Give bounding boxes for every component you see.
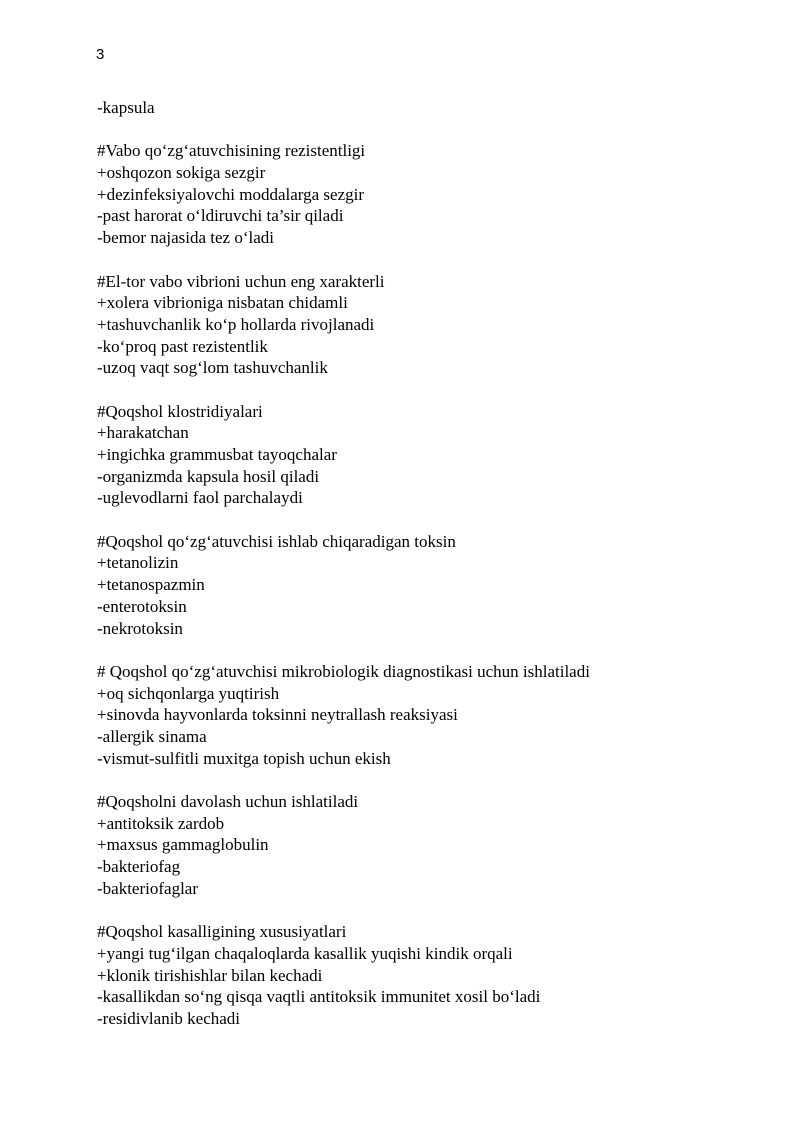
question-block bbox=[97, 271, 757, 379]
answer-option: -nekrotoksin bbox=[97, 618, 183, 638]
answer-option: -bakteriofaglar bbox=[97, 878, 198, 898]
block-spacer bbox=[97, 509, 757, 531]
block-spacer bbox=[97, 119, 757, 141]
answer-option: -bemor najasida tez o‘ladi bbox=[97, 228, 275, 248]
block-spacer bbox=[97, 639, 757, 661]
answer-option: -ko‘proq past rezistentlik bbox=[97, 336, 268, 356]
answer-option: -uzoq vaqt sog‘lom tashuvchanlik bbox=[97, 358, 328, 378]
question-text: #El-tor vabo vibrioni uchun eng xarakterli bbox=[97, 271, 385, 291]
answer-option: +sinovda hayvonlarda toksinni neytrallash reaksiyasi bbox=[97, 705, 458, 725]
answer-option: +ingichka grammusbat tayoqchalar bbox=[97, 445, 337, 464]
block-spacer bbox=[97, 769, 757, 791]
answer-option: -organizmda kapsula hosil qiladi bbox=[97, 466, 320, 486]
page-number: 3 bbox=[96, 46, 105, 63]
block-spacer bbox=[97, 379, 757, 401]
answer-option: -enterotoksin bbox=[97, 596, 187, 616]
question-block bbox=[97, 661, 757, 769]
answer-option: +oq sichqonlarga yuqtirish bbox=[97, 683, 280, 703]
answer-option: +oshqozon sokiga sezgir bbox=[97, 163, 266, 183]
block-spacer bbox=[97, 249, 757, 271]
answer-option: +xolera vibrioniga nisbatan chidamli bbox=[97, 293, 348, 313]
question-text: #Vabo qo‘zg‘atuvchisining rezistentligi bbox=[97, 141, 366, 161]
answer-option: +tetanospazmin bbox=[97, 575, 205, 595]
answer-option: +harakatchan bbox=[97, 423, 189, 443]
question-block bbox=[97, 531, 757, 639]
question-text: #Qoqshol qo‘zg‘atuvchisi ishlab chiqaradigan toksin bbox=[97, 531, 456, 551]
answer-option: +antitoksik zardob bbox=[97, 813, 225, 833]
question-text: #Qoqshol klostridiyalari bbox=[97, 401, 263, 421]
answer-option: -past harorat o‘ldiruvchi ta’sir qiladi bbox=[97, 206, 344, 226]
question-block bbox=[97, 401, 757, 509]
question-block bbox=[97, 140, 757, 248]
leading-line: -kapsula bbox=[97, 98, 155, 117]
question-text: #Qoqsholni davolash uchun ishlatiladi bbox=[97, 792, 359, 811]
question-text: #Qoqshol kasalligining xususiyatlari bbox=[97, 922, 347, 942]
question-block bbox=[97, 921, 757, 1029]
answer-option: +yangi tug‘ilgan chaqaloqlarda kasallik yuqishi kindik orqali bbox=[97, 943, 513, 963]
answer-option: +tashuvchanlik ko‘p hollarda rivojlanadi bbox=[97, 314, 375, 334]
answer-option: +maxsus gammaglobulin bbox=[97, 835, 269, 855]
answer-option: -residivlanib kechadi bbox=[97, 1008, 241, 1028]
answer-option: +tetanolizin bbox=[97, 553, 179, 573]
answer-option: -bakteriofag bbox=[97, 857, 181, 877]
question-text: # Qoqshol qo‘zg‘atuvchisi mikrobiologik diagnostikasi uchun ishlatiladi bbox=[97, 661, 590, 681]
answer-option: +klonik tirishishlar bilan kechadi bbox=[97, 965, 323, 985]
answer-option: -uglevodlarni faol parchalaydi bbox=[97, 488, 303, 508]
document-body bbox=[97, 97, 757, 1030]
answer-option: +dezinfeksiyalovchi moddalarga sezgir bbox=[97, 184, 365, 204]
block-spacer bbox=[97, 899, 757, 921]
answer-option: -vismut-sulfitli muxitga topish uchun ekish bbox=[97, 748, 391, 768]
answer-option: -kasallikdan so‘ng qisqa vaqtli antitoksik immunitet xosil bo‘ladi bbox=[97, 987, 541, 1007]
answer-option: -allergik sinama bbox=[97, 726, 207, 746]
question-block bbox=[97, 791, 757, 899]
